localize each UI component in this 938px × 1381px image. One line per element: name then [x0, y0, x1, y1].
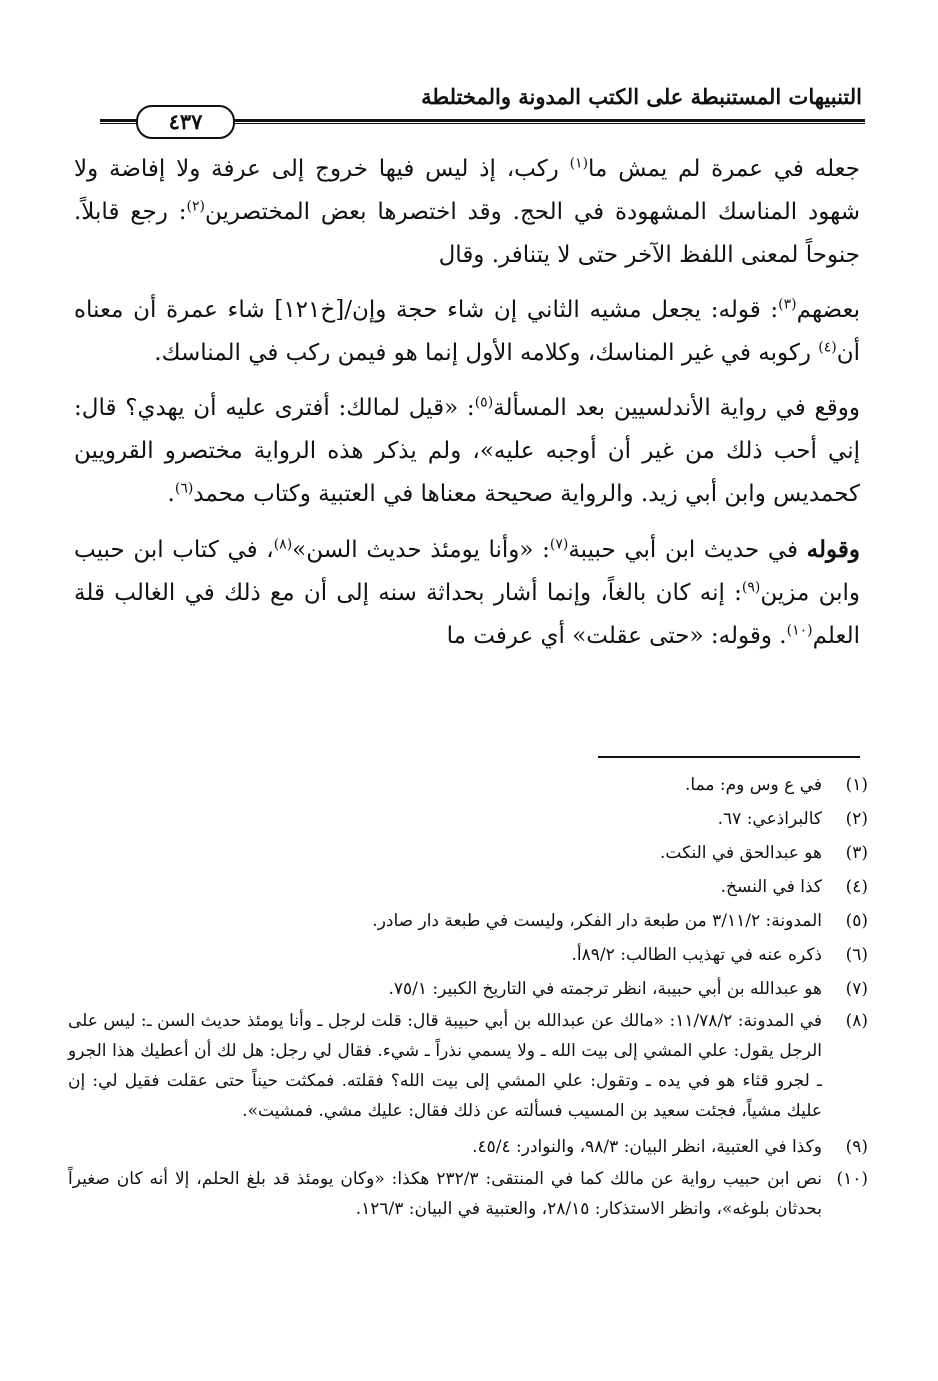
running-title: التنبيهات المستنبطة على الكتب المدونة والمختلطة — [421, 84, 862, 109]
footnote-number: (٦) — [845, 945, 868, 965]
footnote-text: في المدونة: ١١/٧٨/٢: «مالك عن عبدالله بن أبي حبيبة قال: قلت لرجل ـ وأنا يومئذ حديث السن ـ: ليس على الرجل يقول: علي المشي إلى بيت الله ـ ولا يسمي نذراً ـ شيء. فقال لي رجل: هل لك أن أعطيك هذا الجرو ـ لجرو قثاء هو في يده ـ وتقول: علي المشي إلى بيت الله؟ فقلته. فمكثت حيناً حتى عقلت فقيل لي: إن عليك مشياً، فجئت سعيد بن المسيب فسألته عن ذلك فقال: عليك مشي. فمشيت». — [68, 1011, 823, 1121]
footnote-item — [68, 938, 868, 972]
text-run: جعله في عمرة لم يمش ما — [588, 156, 860, 182]
footnote-number: (٤) — [845, 877, 868, 897]
page-number: ٤٣٧ — [136, 105, 235, 139]
paragraph-2 — [74, 289, 860, 375]
text-run: في حديث ابن أبي حبيبة — [568, 537, 807, 563]
footnote-item — [68, 768, 868, 802]
lead-word: وقوله — [806, 536, 860, 563]
text-run: ووقع في رواية الأندلسيين بعد المسألة — [493, 395, 860, 421]
footnote-item — [68, 870, 868, 904]
footnote-ref: (٤) — [818, 339, 837, 356]
main-text — [74, 148, 860, 670]
footnote-item — [68, 1130, 868, 1164]
text-run: : إنه كان بالغاً، وإنما أشار بحداثة سنه إلى أن مع ذلك في الغالب قلة العلم — [74, 580, 860, 649]
footnote-text: هو عبدالحق في النكت. — [659, 843, 822, 863]
text-run: ركب، إذ ليس فيها خروج إلى عرفة ولا إفاضة ولا شهود المناسك المشهودة في الحج. وقد اختصرها بعض المختصرين — [74, 156, 860, 225]
footnote-text: كالبراذعي: ٦٧. — [717, 809, 822, 829]
footnote-number: (٨) — [845, 1011, 868, 1031]
footnote-text: كذا في النسخ. — [720, 877, 822, 897]
text-run: : «وأنا يومئذ حديث السن» — [292, 537, 550, 563]
text-run: ركوبه في غير المناسك، وكلامه الأول إنما هو فيمن ركب في المناسك. — [154, 340, 819, 366]
footnote-ref: (٦) — [174, 480, 194, 497]
footnote-item — [68, 904, 868, 938]
text-run: : «قيل لمالك: أفترى عليه أن يهدي؟ قال: إني أحب ذلك من غير أن أوجبه عليه»، ولم يذكر هذه الرواية مختصرو القرويين كحمديس وابن أبي زيد. والرواية صحيحة معناها في العتبية وكتاب محمد — [74, 395, 860, 507]
footnotes — [68, 768, 868, 1228]
footnote-ref: (٢) — [186, 198, 205, 215]
footnote-ref: (٧) — [549, 536, 569, 553]
footnote-ref: (٥) — [474, 394, 494, 411]
text-run: . وقوله: «حتى عقلت» أي عرفت ما — [446, 623, 787, 649]
paragraph-1 — [74, 148, 860, 277]
footnote-text: وكذا في العتبية، انظر البيان: ٩٨/٣، والنوادر: ٤٥/٤. — [472, 1137, 822, 1157]
text-run: ، في كتاب ابن حبيب وابن مزين — [74, 537, 860, 606]
footnote-text: في ع وس وم: مما. — [685, 775, 822, 795]
footnote-rule — [598, 756, 860, 758]
footnote-item — [68, 972, 868, 1006]
footnote-item — [68, 1006, 868, 1126]
footnote-text: ذكره عنه في تهذيب الطالب: ٨٩/٢أ. — [571, 945, 822, 965]
footnote-ref: (٨) — [273, 536, 293, 553]
footnote-item — [68, 802, 868, 836]
footnote-number: (١٠) — [836, 1169, 868, 1189]
paragraph-4 — [74, 528, 860, 658]
footnote-ref: (٣) — [778, 296, 797, 313]
footnote-ref: (١) — [569, 155, 589, 172]
footnote-number: (٢) — [845, 809, 868, 829]
text-run: بعضهم — [796, 297, 860, 323]
footnote-ref: (١٠) — [786, 622, 813, 639]
footnote-number: (٥) — [845, 911, 868, 931]
text-run: . — [167, 481, 175, 507]
footnote-number: (٧) — [845, 979, 868, 999]
footnote-item — [68, 836, 868, 870]
footnote-text: المدونة: ٣/١١/٢ من طبعة دار الفكر، وليست في طبعة دار صادر. — [372, 911, 822, 931]
footnote-number: (٣) — [845, 843, 868, 863]
text-run: : قوله: يجعل مشيه الثاني إن شاء حجة وإن/[خ١٢١] شاء عمرة أن معناه أن — [74, 297, 860, 366]
footnote-text: نص ابن حبيب رواية عن مالك كما في المنتقى: ٢٣٢/٣ هكذا: «وكان يومئذ قد بلغ الحلم، إلا أنه كان صغيراً بحدثان بلوغه»، وانظر الاستذكار: ٢٨/١٥، والعتبية في البيان: ١٢٦/٣. — [68, 1169, 822, 1219]
footnote-text: هو عبدالله بن أبي حبيبة، انظر ترجمته في التاريخ الكبير: ٧٥/١. — [388, 979, 822, 999]
text-run: : رجع قابلاً. جنوحاً لمعنى اللفظ الآخر حتى لا يتنافر. وقال — [74, 199, 860, 268]
footnote-item — [68, 1164, 868, 1224]
paragraph-3 — [74, 387, 860, 516]
footnote-ref: (٩) — [741, 579, 761, 596]
footnote-number: (١) — [845, 775, 868, 795]
footnote-number: (٩) — [845, 1137, 868, 1157]
